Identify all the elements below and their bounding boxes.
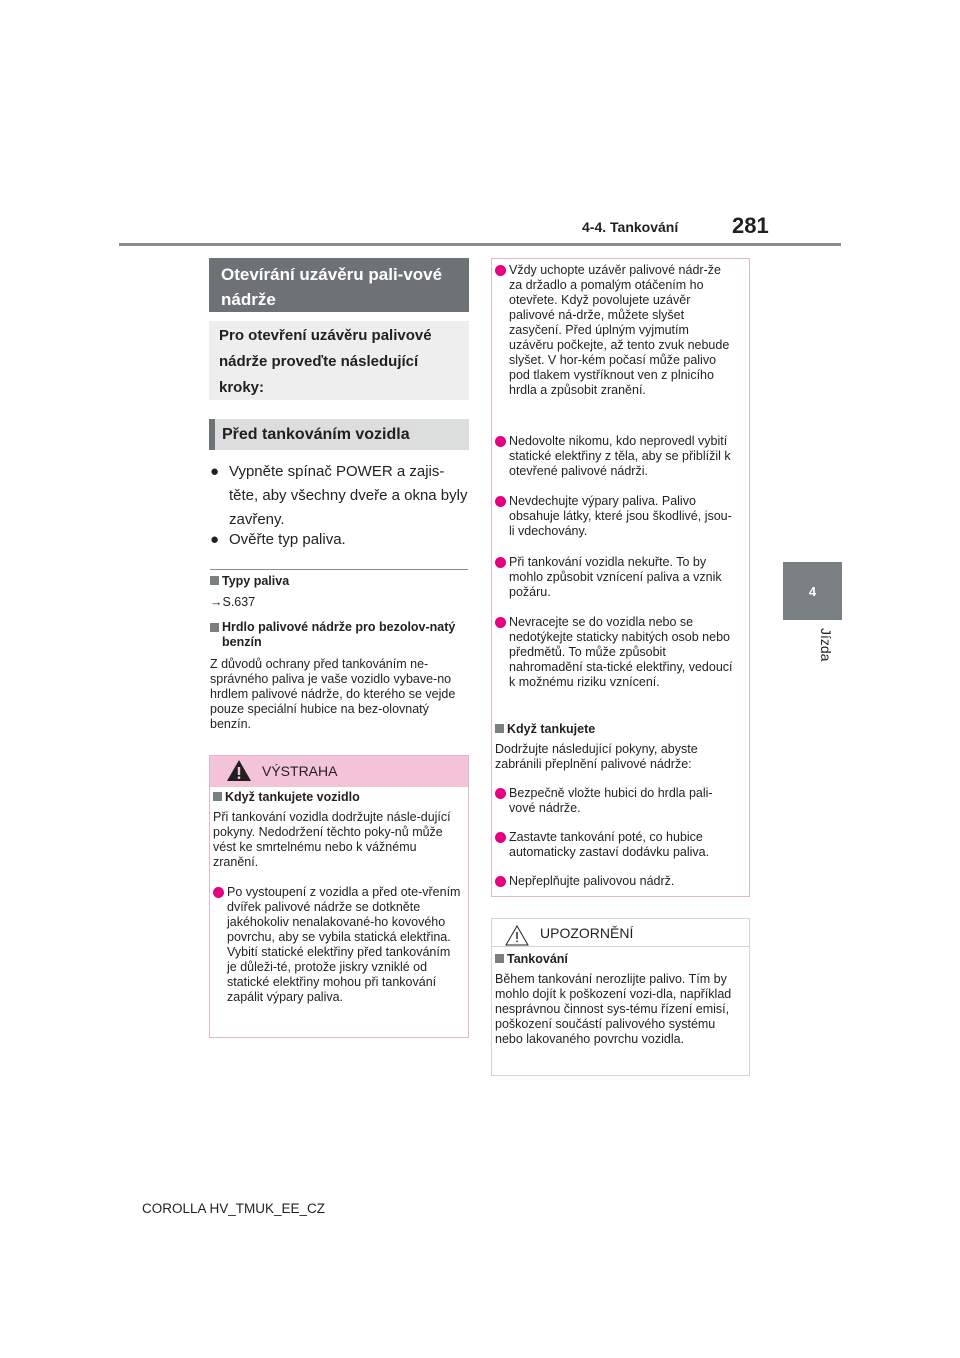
bullet-icon	[495, 876, 506, 887]
caution-divider	[492, 946, 749, 947]
bullet-icon: ●	[210, 531, 220, 548]
bullet-icon	[495, 788, 506, 799]
page-reference[interactable]: →S.637	[210, 595, 256, 609]
intro-text: Pro otevření uzávěru palivové nádrže proveďte následující kroky:	[209, 321, 469, 400]
list-item	[210, 460, 468, 532]
list-item-text: Při tankování vozidla nekuřte. To by mohlo způsobit vznícení paliva a vznik požáru.	[509, 555, 722, 599]
list-item	[495, 874, 735, 889]
list-item	[495, 615, 735, 690]
document-code: COROLLA HV_TMUK_EE_CZ	[142, 1201, 326, 1216]
page-number: 281	[732, 213, 769, 238]
list-item-text: Ověřte typ paliva.	[229, 531, 346, 548]
bullet-icon: ●	[210, 463, 220, 480]
list-item	[210, 528, 468, 552]
bullet-icon	[495, 496, 506, 507]
list-item	[495, 830, 735, 860]
list-item-text: Vypněte spínač POWER a zajis-těte, aby všechny dveře a okna byly zavřeny.	[229, 463, 468, 528]
warning-subtitle: Když tankujete vozidlo	[225, 790, 360, 804]
list-item	[495, 494, 735, 539]
list-item	[213, 885, 463, 1005]
main-heading: Otevírání uzávěru pali-vové nádrže	[209, 258, 469, 312]
subheading-accent	[209, 419, 215, 450]
list-item-text: Nedovolte nikomu, kdo neprovedl vybití statické elektřiny z těla, aby se přiblížil k otevřené palivové nádrži.	[509, 434, 731, 478]
section-text: Dodržujte následující pokyny, abyste zabránili přeplnění palivové nádrže:	[495, 742, 698, 771]
subheading	[209, 419, 469, 450]
list-item-text: Po vystoupení z vozidla a před ote-vřením dvířek palivové nádrže se dotkněte jakéhokoliv nenalakované-ho kovového povrchu, aby se vybila statická elektřina. Vybití statické elektřiny před tankováním je důleži-té, protože jiskry vzniklé od statické elektřiny mohou při tankování zapálit výpary paliva.	[227, 885, 461, 1004]
list-item-text: Zastavte tankování poté, co hubice automaticky zastaví dodávku paliva.	[509, 830, 710, 859]
chapter-number: 4	[808, 583, 817, 599]
list-item	[495, 555, 735, 600]
caution-triangle-icon	[505, 925, 529, 946]
warning-title: VÝSTRAHA	[262, 763, 338, 779]
section-title: Když tankujete	[507, 722, 596, 736]
bullet-icon	[495, 265, 506, 276]
list-item-text: Nevdechujte výpary paliva. Palivo obsahuje látky, které jsou škodlivé, jsou-li vdechovány.	[509, 494, 732, 538]
note-fuel-type	[210, 574, 468, 610]
chapter-tab[interactable]	[783, 562, 842, 620]
warning-text: Při tankování vozidla dodržujte násle-dující pokyny. Nedodržení těchto poky-nů může vést ke smrtelnému nebo k vážnému zranění.	[213, 810, 451, 869]
square-bullet-icon	[495, 954, 504, 963]
warning-triangle-icon	[226, 759, 252, 782]
list-item	[495, 434, 735, 479]
warning-content	[213, 790, 465, 870]
caution-content	[495, 952, 745, 1047]
chapter-title: Jízda	[818, 628, 834, 662]
bullet-icon	[495, 617, 506, 628]
list-item-text: Nepřeplňujte palivovou nádrž.	[509, 874, 675, 888]
bullet-icon	[495, 832, 506, 843]
note-title: Hrdlo palivové nádrže pro bezolov-natý benzín	[222, 620, 456, 649]
header-divider	[119, 243, 841, 246]
list-item-text: Vždy uchopte uzávěr palivové nádr-že za držadlo a pomalým otáčením ho otevřete. Když povolujete uzávěr palivové ná-drže, můžete slyšet zasyčení. Před úplným vyjmutím uzávěru počkejte, až tento zvuk nebude slyšet. V hor-kém počasí může palivo pod tlakem vystříknout ven z plnicího hrdla a způsobit zranění.	[509, 263, 730, 397]
divider	[210, 569, 468, 570]
list-item	[495, 263, 735, 398]
square-bullet-icon	[210, 576, 219, 585]
bullet-icon	[213, 887, 224, 898]
bullet-icon	[495, 436, 506, 447]
list-item-text: Bezpečně vložte hubici do hrdla pali-vové nádrže.	[509, 786, 713, 815]
list-item	[495, 786, 735, 816]
note-filler-neck	[210, 620, 466, 732]
square-bullet-icon	[210, 623, 219, 632]
caution-subtitle: Tankování	[507, 952, 568, 966]
section-title: 4-4. Tankování	[582, 219, 679, 235]
square-bullet-icon	[213, 792, 222, 801]
refuel-section	[495, 722, 745, 772]
caution-text: Během tankování nerozlijte palivo. Tím by mohlo dojít k poškození vozi-dla, například nesprávnou činnost sys-tému řízení emisí, poškození součástí palivového systému nebo lakovaného povrchu vozidla.	[495, 972, 732, 1046]
note-text: Z důvodů ochrany před tankováním ne-správného paliva je vaše vozidlo vybave-no hrdlem palivové nádrže, do kterého se vejde pouze speciální hubice na bez-olovnatý benzín.	[210, 657, 456, 731]
note-title: Typy paliva	[222, 574, 290, 588]
subheading-text: Před tankováním vozidla	[222, 426, 410, 443]
bullet-icon	[495, 557, 506, 568]
square-bullet-icon	[495, 724, 504, 733]
caution-title: UPOZORNĚNÍ	[540, 925, 634, 941]
list-item-text: Nevracejte se do vozidla nebo se nedotýkejte staticky nabitých osob nebo předmětů. To může způsobit nahromadění sta-tické elektřiny, vedoucí k možnému riziku vznícení.	[509, 615, 733, 689]
